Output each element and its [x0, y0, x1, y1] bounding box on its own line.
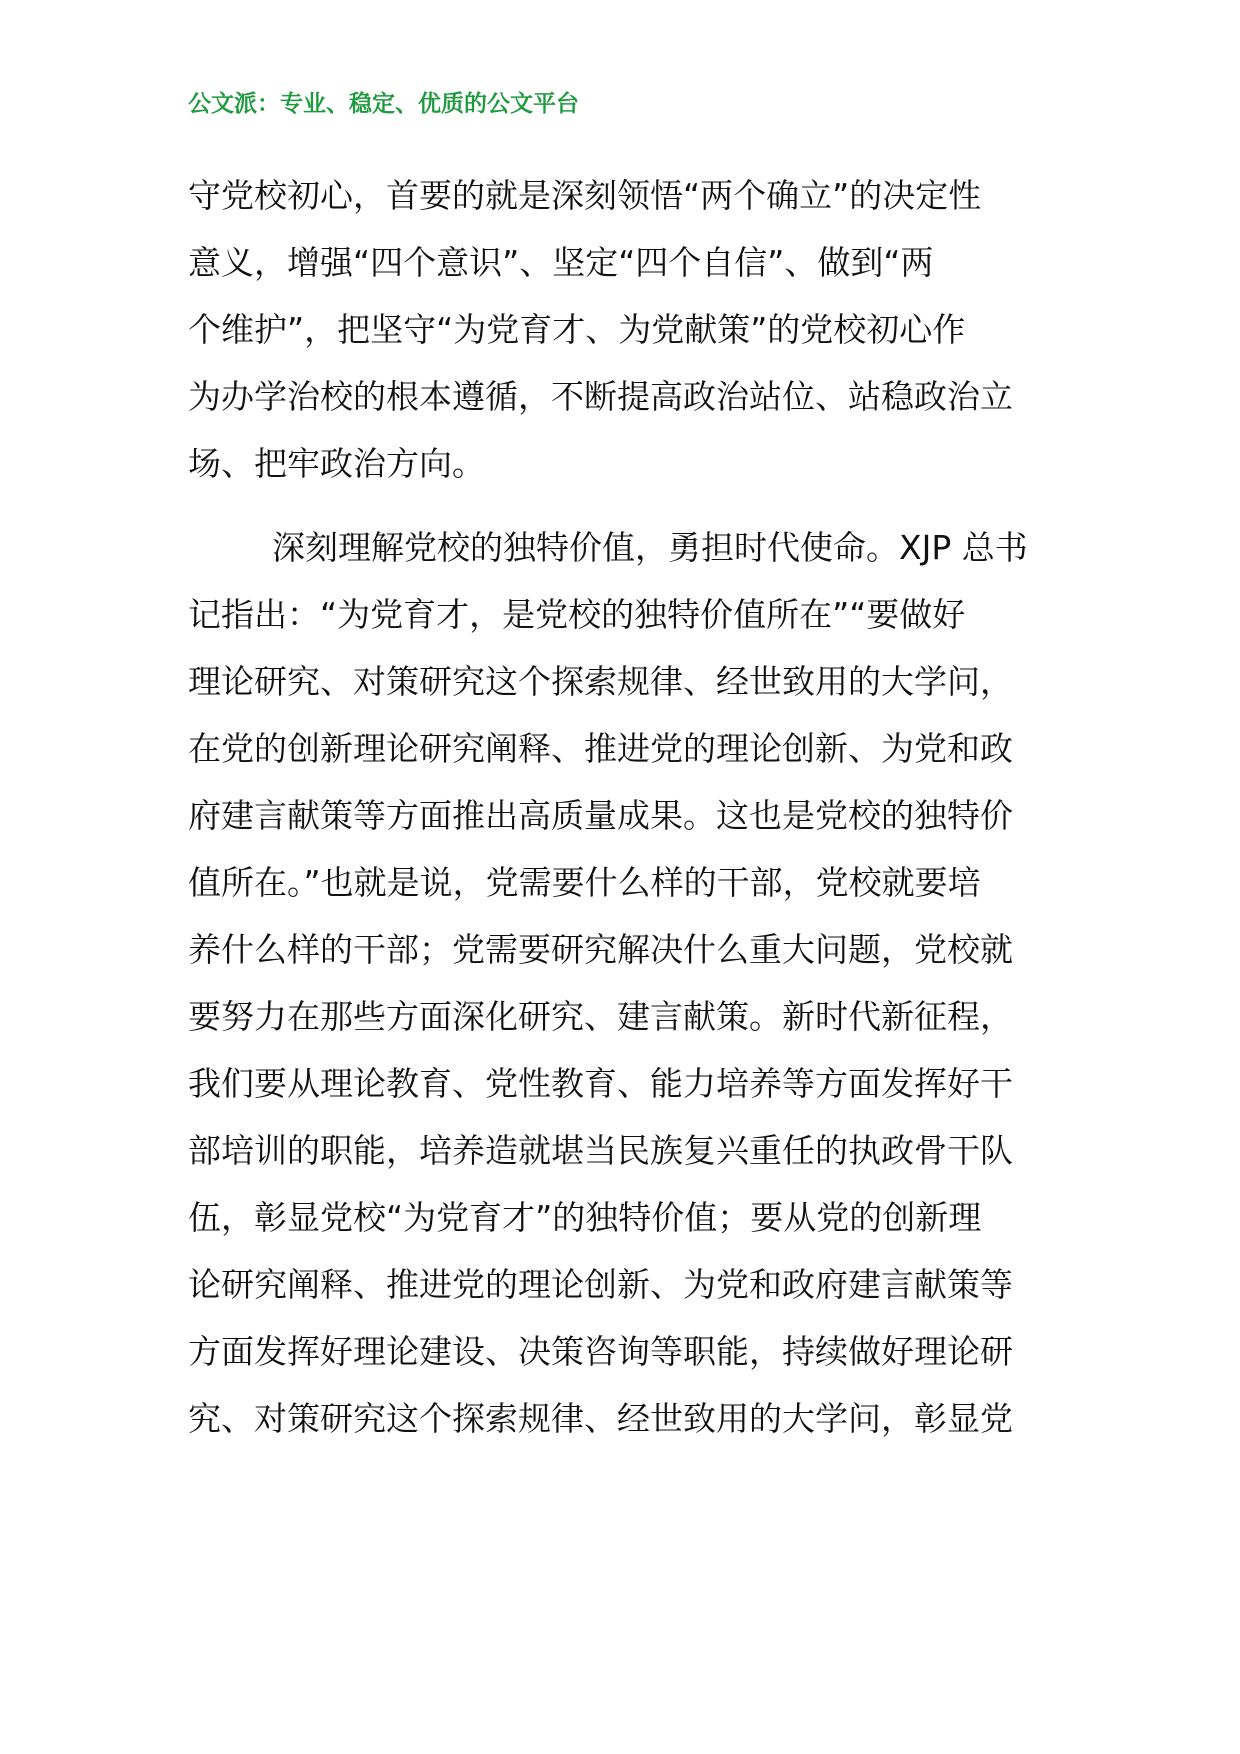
text-line: 值所在。”也就是说，党需要什么样的干部，党校就要培 — [188, 863, 981, 902]
text-line: 伍，彰显党校“为党育才”的独特价值；要从党的创新理 — [188, 1198, 982, 1237]
text-line: 我们要从理论教育、党性教育、能力培养等方面发挥好干 — [188, 1064, 1013, 1103]
text-line: 守党校初心，首要的就是深刻领悟“两个确立”的决定性 — [188, 176, 982, 215]
text-line: 究、对策研究这个探索规律、经世致用的大学问，彰显党 — [188, 1399, 1013, 1438]
text-line: 在党的创新理论研究阐释、推进党的理论创新、为党和政 — [188, 729, 1013, 768]
text-line: 府建言献策等方面推出高质量成果。这也是党校的独特价 — [188, 796, 1013, 835]
text-line: 方面发挥好理论建设、决策咨询等职能，持续做好理论研 — [188, 1332, 1013, 1371]
text-line: 理论研究、对策研究这个探索规律、经世致用的大学问， — [188, 662, 1013, 701]
text-line: 为办学治校的根本遵循，不断提高政治站位、站稳政治立 — [188, 377, 1013, 416]
header-banner: 公文派：专业、稳定、优质的公文平台 — [188, 90, 579, 117]
paragraph-first-line: 深刻理解党校的独特价值，勇担时代使命。XJP 总书 — [272, 528, 1028, 567]
text-line: 要努力在那些方面深化研究、建言献策。新时代新征程， — [188, 997, 1013, 1036]
text-line: 部培训的职能，培养造就堪当民族复兴重任的执政骨干队 — [188, 1131, 1013, 1170]
text-line: 场、把牢政治方向。 — [188, 444, 485, 483]
text-line: 记指出：“为党育才，是党校的独特价值所在”“要做好 — [188, 595, 966, 634]
text-line: 论研究阐释、推进党的理论创新、为党和政府建言献策等 — [188, 1265, 1013, 1304]
text-line: 个维护”，把坚守“为党育才、为党献策”的党校初心作 — [188, 310, 966, 349]
text-line: 意义，增强“四个意识”、坚定“四个自信”、做到“两 — [188, 243, 934, 282]
text-line: 养什么样的干部；党需要研究解决什么重大问题，党校就 — [188, 930, 1013, 969]
